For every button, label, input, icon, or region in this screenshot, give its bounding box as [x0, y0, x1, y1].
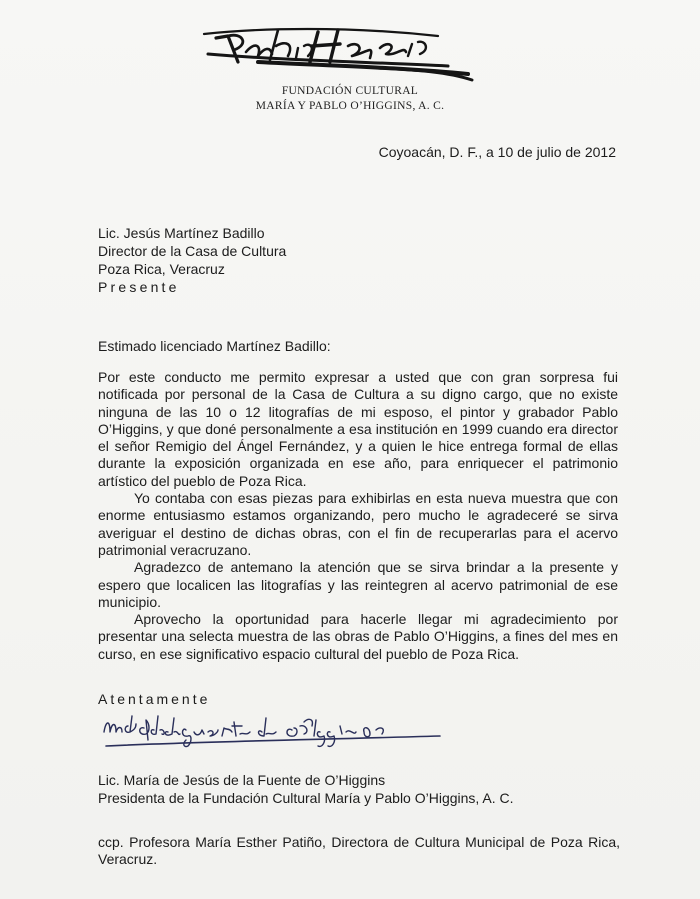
greeting: Estimado licenciado Martínez Badillo: [98, 338, 331, 354]
recipient-presente: Presente [98, 279, 180, 295]
foundation-line-2: MARÍA Y PABLO O’HIGGINS, A. C. [255, 100, 445, 112]
recipient-name: Lic. Jesús Martínez Badillo [98, 225, 265, 241]
body-paragraph-3: Agradezco de antemano la atención que se sirva brindar a la presente y espero que localicen las litografías y las reintegren al acervo patrimonial de ese municipio. [98, 559, 618, 610]
recipient-title: Director de la Casa de Cultura [98, 243, 287, 259]
date-line: Coyoacán, D. F., a 10 de julio de 2012 [378, 144, 616, 160]
body-paragraph-4: Aprovecho la oportunidad para hacerle llegar mi agradecimiento por presentar una selecta muestra de las obras de Pablo O’Higgins, a fines del mes en curso, en ese significativo espacio cultural del pueblo de Poza Rica. [98, 611, 618, 662]
signature-graphic [100, 706, 450, 758]
letter-body [98, 369, 618, 663]
recipient-location: Poza Rica, Veracruz [98, 261, 225, 277]
carbon-copy-line: ccp. Profesora María Esther Patiño, Directora de Cultura Municipal de Poza Rica, Veracruz. [98, 834, 620, 867]
closing: Atentamente [98, 691, 211, 707]
foundation-logo-signature [198, 22, 478, 82]
foundation-line-1: FUNDACIÓN CULTURAL [281, 85, 419, 97]
handwritten-signature [100, 706, 450, 758]
logo-signature-graphic [198, 22, 478, 82]
signer-title: Presidenta de la Fundación Cultural María y Pablo O’Higgins, A. C. [98, 790, 514, 806]
foundation-name [0, 84, 700, 114]
recipient-block [98, 224, 286, 296]
body-paragraph-2: Yo contaba con esas piezas para exhibirlas en esta nueva muestra que con enorme entusiasmo estamos organizando, pero mucho le agradeceré se sirva averiguar el destino de dichas obras, con el fin de recuperarlas para el acervo patrimonial veracruzano. [98, 490, 618, 558]
signer-name: Lic. María de Jesús de la Fuente de O’Higgins [98, 772, 386, 788]
signer-block [98, 771, 514, 807]
body-paragraph-1: Por este conducto me permito expresar a usted que con gran sorpresa fui notificada por personal de la Casa de Cultura a su digno cargo, que no existe ninguna de las 10 o 12 litografías de mi esposo, el pintor y grabador Pablo O’Higgins, y que doné personalmente a esa institución en 1999 cuando era director el señor Remigio del Ángel Fernández, y a quien le hice entrega formal de ellas durante la exposición organizada en ese año, para enriquecer el patrimonio artístico del pueblo de Poza Rica. [98, 369, 618, 489]
